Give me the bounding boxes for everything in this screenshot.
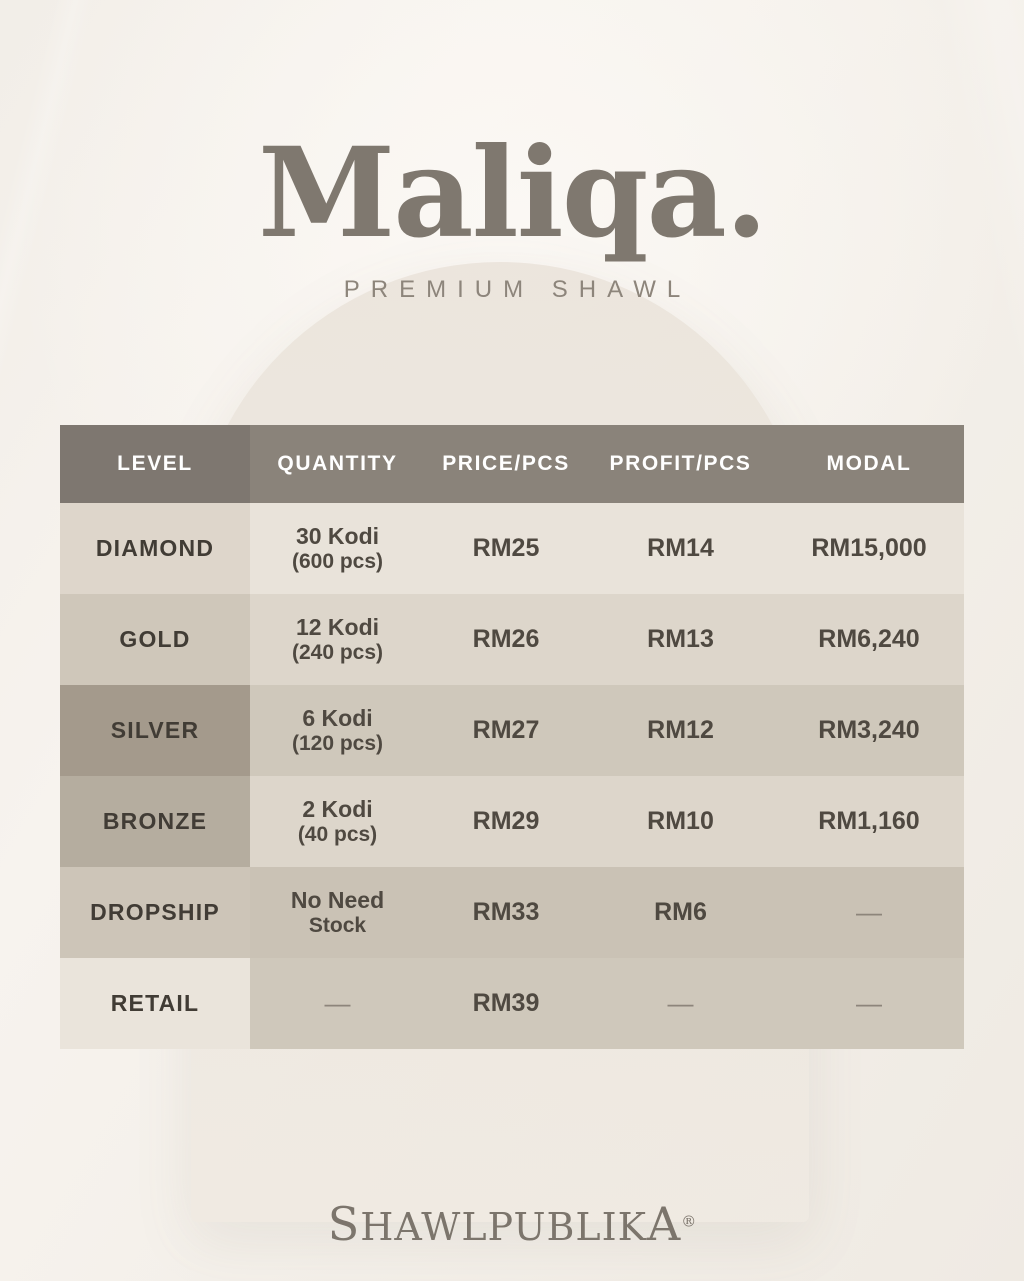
cell-modal: RM3,240 [774,685,964,776]
quantity-sub: (120 pcs) [291,731,384,755]
quantity-sub: (40 pcs) [297,822,378,846]
cell-modal: — [774,867,964,958]
pricing-table-container [60,425,964,1049]
cell-level: DROPSHIP [60,867,250,958]
quantity-sub: (240 pcs) [291,640,384,664]
brand-tagline: PREMIUM SHAWL [343,276,692,303]
quantity-sub: (600 pcs) [291,549,384,573]
cell-level: BRONZE [60,776,250,867]
cell-level: GOLD [60,594,250,685]
cell-profit: RM6 [587,867,774,958]
cell-level: DIAMOND [60,503,250,594]
pricing-table [60,425,964,1049]
shawlpublika-logo [0,1197,1024,1251]
cell-quantity [250,867,425,958]
column-header-profit: PROFIT/PCS [587,425,774,503]
quantity-main: 6 Kodi [302,704,373,731]
quantity-main: No Need [290,886,385,913]
cell-price: RM25 [425,503,587,594]
table-row [60,867,964,958]
table-row [60,776,964,867]
cell-profit: RM14 [587,503,774,594]
quantity-main: 12 Kodi [295,613,380,640]
cell-quantity [250,685,425,776]
cell-quantity [250,594,425,685]
cell-modal: RM15,000 [774,503,964,594]
table-row [60,958,964,1049]
table-header [60,425,964,503]
logo-body: HAWLPUBLIK [360,1205,648,1249]
registered-mark: ® [681,1212,697,1231]
table-row [60,594,964,685]
brand-block [0,121,1024,304]
cell-modal: RM1,160 [774,776,964,867]
table-row [60,685,964,776]
cell-level: SILVER [60,685,250,776]
table-header-row [60,425,964,503]
quantity-main: 30 Kodi [295,522,380,549]
cell-price: RM26 [425,594,587,685]
cell-profit: RM13 [587,594,774,685]
cell-profit: RM12 [587,685,774,776]
cell-price: RM29 [425,776,587,867]
quantity-sub: Stock [308,913,367,937]
cell-modal: — [774,958,964,1049]
cell-price: RM33 [425,867,587,958]
cell-quantity: — [250,958,425,1049]
table-body [60,503,964,1049]
column-header-quantity: QUANTITY [250,425,425,503]
logo-initial: S [327,1197,361,1251]
quantity-main: 2 Kodi [302,795,373,822]
column-header-price: PRICE/PCS [425,425,587,503]
cell-price: RM27 [425,685,587,776]
cell-quantity [250,776,425,867]
logo-final-a: A [647,1197,682,1251]
brand-name: Maliqa. [257,121,767,266]
cell-price: RM39 [425,958,587,1049]
footer [0,1197,1024,1251]
cell-quantity [250,503,425,594]
column-header-level: LEVEL [60,425,250,503]
cell-modal: RM6,240 [774,594,964,685]
cell-profit: — [587,958,774,1049]
column-header-modal: MODAL [774,425,964,503]
cell-profit: RM10 [587,776,774,867]
table-row [60,503,964,594]
cell-level: RETAIL [60,958,250,1049]
